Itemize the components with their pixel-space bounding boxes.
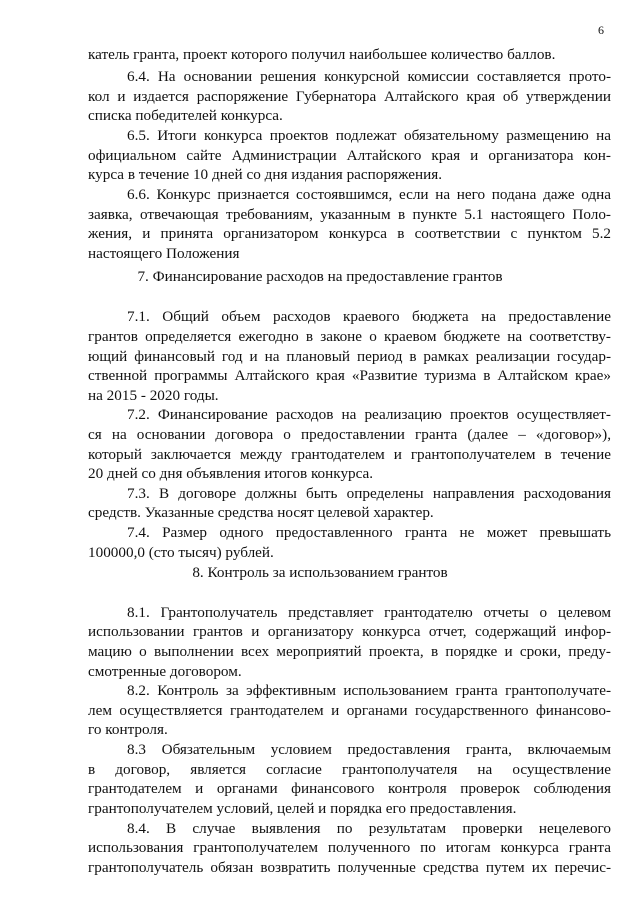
text-line: смотренные договором. (88, 663, 242, 680)
text-line: 8.4. В случае выявления по результатам проверки нецелевого (127, 820, 611, 837)
text-line: го контроля. (88, 721, 168, 738)
section-heading: 7. Финансирование расходов на предоставление грантов (137, 268, 503, 285)
text-line: 8.3 Обязательным условием предоставления гранта, включаемым (127, 741, 611, 758)
text-line: грантополучатель обязан возвратить полученные средства путем их перечис- (88, 859, 611, 876)
text-line: использования грантополучателем полученного по итогам конкурса гранта (88, 839, 611, 856)
text-line: использовании грантов и организатору конкурса отчет, содержащий инфор- (88, 623, 611, 640)
text-line: 100000,0 (сто тысяч) рублей. (88, 544, 274, 561)
text-line: настоящего Положения (88, 245, 240, 262)
text-line: 20 дней со дня объявления итогов конкурса. (88, 465, 374, 482)
text-line: грантополучателем условий, целей и порядка его предоставления. (88, 800, 517, 817)
page-number: 6 (598, 23, 604, 37)
text-line: в договор, является согласие грантополучателя на осуществление (88, 761, 611, 778)
text-line: грантов определяется ежегодно в законе о краевом бюджете на соответству- (88, 328, 611, 345)
text-line: жения, и принята организатором конкурса в соответствии с пунктом 5.2 (88, 225, 611, 242)
text-line: 6.6. Конкурс признается состоявшимся, если на него подана даже одна (127, 186, 611, 203)
text-line: официальном сайте Администрации Алтайского края и организатора кон- (88, 147, 611, 164)
text-line: мацию о выполнении всех мероприятий проекта, в порядке и сроки, преду- (88, 643, 611, 660)
text-line: 8.1. Грантополучатель представляет грантодателю отчеты о целевом (127, 604, 611, 621)
text-line: 7.3. В договоре должны быть определены направления расходования (127, 485, 611, 502)
text-line: лем осуществляется грантодателем и органами государственного финансово- (88, 702, 611, 719)
text-line: заявка, отвечающая требованиям, указанным в пункте 5.1 настоящего Поло- (88, 206, 611, 223)
text-line: катель гранта, проект которого получил наибольшее количество баллов. (88, 46, 556, 63)
text-line: который заключается между грантодателем и грантополучателем в течение (88, 446, 611, 463)
text-line: 6.5. Итоги конкурса проектов подлежат обязательному размещению на (127, 127, 611, 144)
text-line: ственной программы Алтайского края «Развитие туризма в Алтайском крае» (88, 367, 611, 384)
text-line: курса в течение 10 дней со дня издания распоряжения. (88, 166, 443, 183)
text-line: 7.2. Финансирование расходов на реализацию проектов осуществляет- (127, 406, 611, 423)
text-line: 7.1. Общий объем расходов краевого бюджета на предоставление (127, 308, 611, 325)
text-line: ющий финансовый год и на плановый период в рамках реализации государ- (88, 348, 611, 365)
section-heading: 8. Контроль за использованием грантов (192, 564, 448, 581)
text-line: средств. Указанные средства носят целевой характер. (88, 504, 434, 521)
text-line: 6.4. На основании решения конкурсной комиссии составляется прото- (127, 68, 611, 85)
text-line: кол и издается распоряжение Губернатора Алтайского края об утверждении (88, 88, 611, 105)
text-line: списка победителей конкурса. (88, 107, 283, 124)
text-line: 8.2. Контроль за эффективным использованием гранта грантополучате- (127, 682, 611, 699)
text-line: ся на основании договора о предоставлении гранта (далее – «договор»), (88, 426, 611, 443)
text-line: на 2015 - 2020 годы. (88, 387, 219, 404)
text-line: 7.4. Размер одного предоставленного гранта не может превышать (127, 524, 611, 541)
text-line: грантодателем и органами финансового контроля проверок соблюдения (88, 780, 611, 797)
